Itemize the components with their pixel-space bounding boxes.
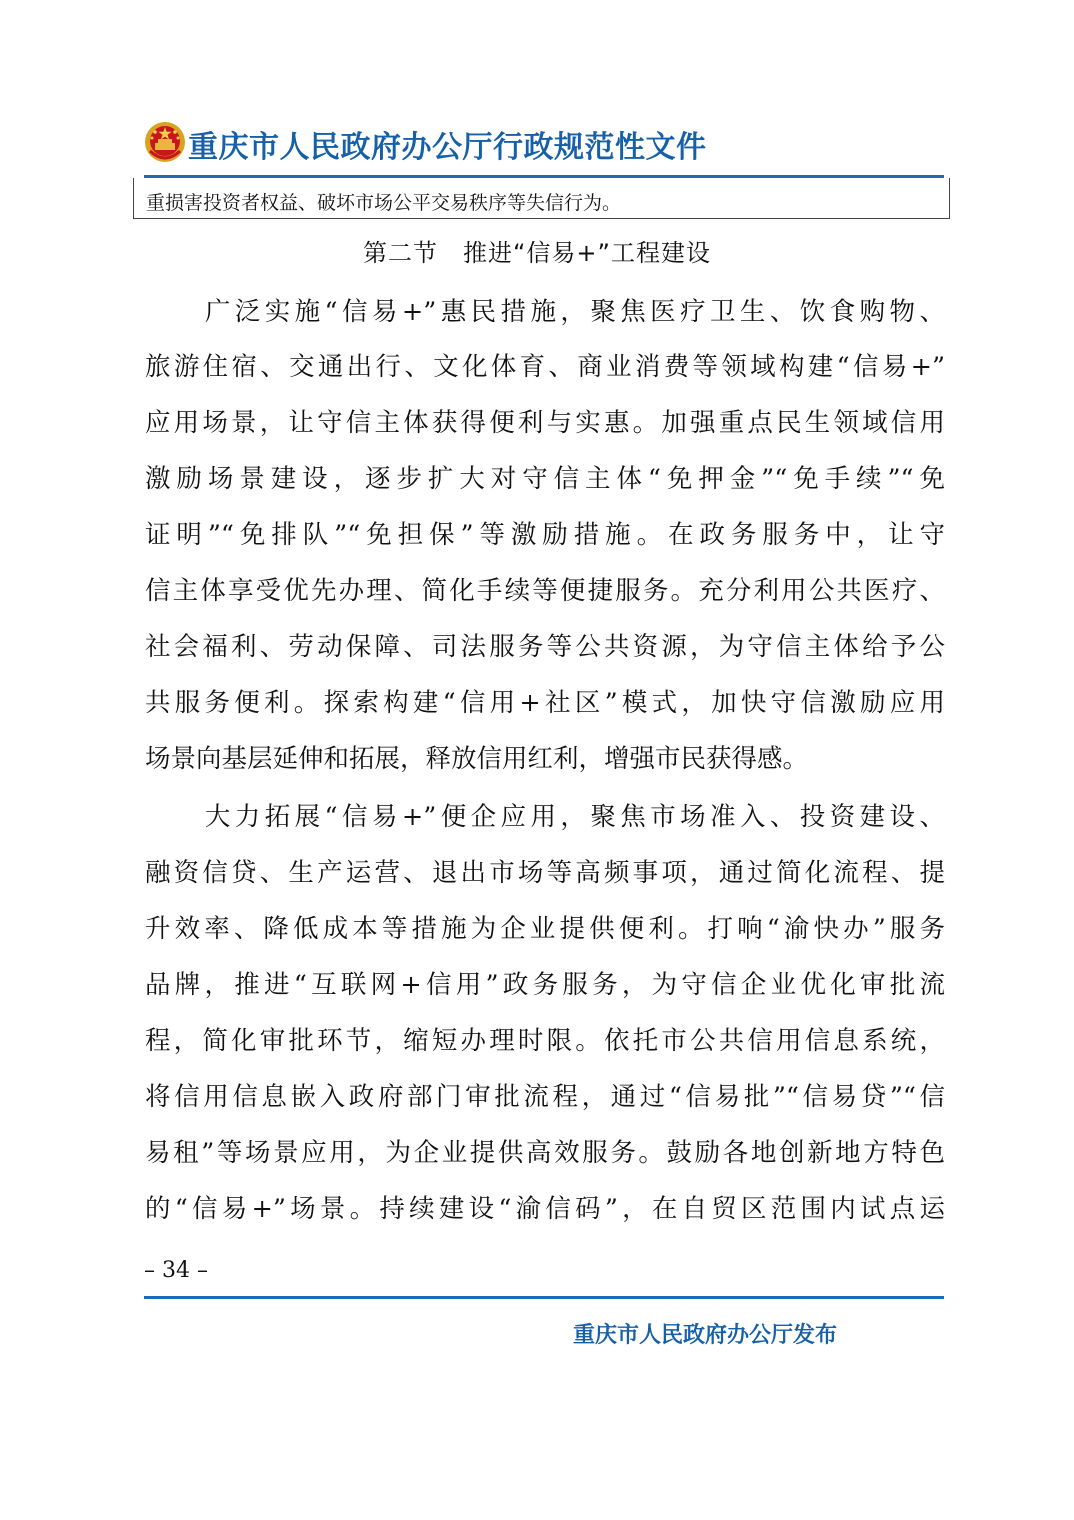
text-line: 应用场景，让守信主体获得便利与实惠。加强重点民生领域信用 [145,408,945,438]
footer-divider [144,1296,944,1299]
text-line: 共服务便利。探索构建“信用+社区”模式，加快守信激励应用 [145,688,945,718]
text-line: 证明”“免排队”“免担保”等激励措施。在政务服务中，让守 [145,520,945,550]
text-line: 易租”等场景应用，为企业提供高效服务。鼓励各地创新地方特色 [145,1138,945,1168]
text-line: 将信用信息嵌入政府部门审批流程，通过“信易批”“信易贷”“信 [145,1082,945,1112]
text-line: 大力拓展“信易+”便企应用，聚焦市场准入、投资建设、 [145,802,945,832]
continuation-box [133,178,950,219]
text-line: 信主体享受优先办理、简化手续等便捷服务。充分利用公共医疗、 [145,576,945,606]
continuation-text: 重损害投资者权益、破坏市场公平交易秩序等失信行为。 [146,192,622,214]
page-number: – 34 – [144,1258,208,1283]
text-line: 的“信易+”场景。持续建设“渝信码”，在自贸区范围内试点运 [145,1194,945,1224]
text-line: 融资信贷、生产运营、退出市场等高频事项，通过简化流程、提 [145,858,945,888]
text-line: 升效率、降低成本等措施为企业提供便利。打响“渝快办”服务 [145,914,945,944]
text-line: 程，简化审批环节，缩短办理时限。依托市公共信用信息系统， [145,1026,945,1056]
document-header [144,118,944,170]
text-line: 场景向基层延伸和拓展，释放信用红利，增强市民获得感。 [145,744,809,774]
text-line: 社会福利、劳动保障、司法服务等公共资源，为守信主体给予公 [145,632,945,662]
header-title: 重庆市人民政府办公厅行政规范性文件 [188,130,707,165]
text-line: 广泛实施“信易+”惠民措施，聚焦医疗卫生、饮食购物、 [145,297,945,327]
text-line: 品牌，推进“互联网+信用”政务服务，为守信企业优化审批流 [145,970,945,1000]
text-line: 激励场景建设，逐步扩大对守信主体“免押金”“免手续”“免 [145,464,945,494]
text-line: 旅游住宿、交通出行、文化体育、商业消费等领域构建“信易+” [145,352,945,382]
footer-publisher: 重庆市人民政府办公厅发布 [573,1323,838,1348]
section-heading: 第二节 推进“信易+”工程建设 [363,239,711,267]
national-emblem-icon [144,121,186,163]
